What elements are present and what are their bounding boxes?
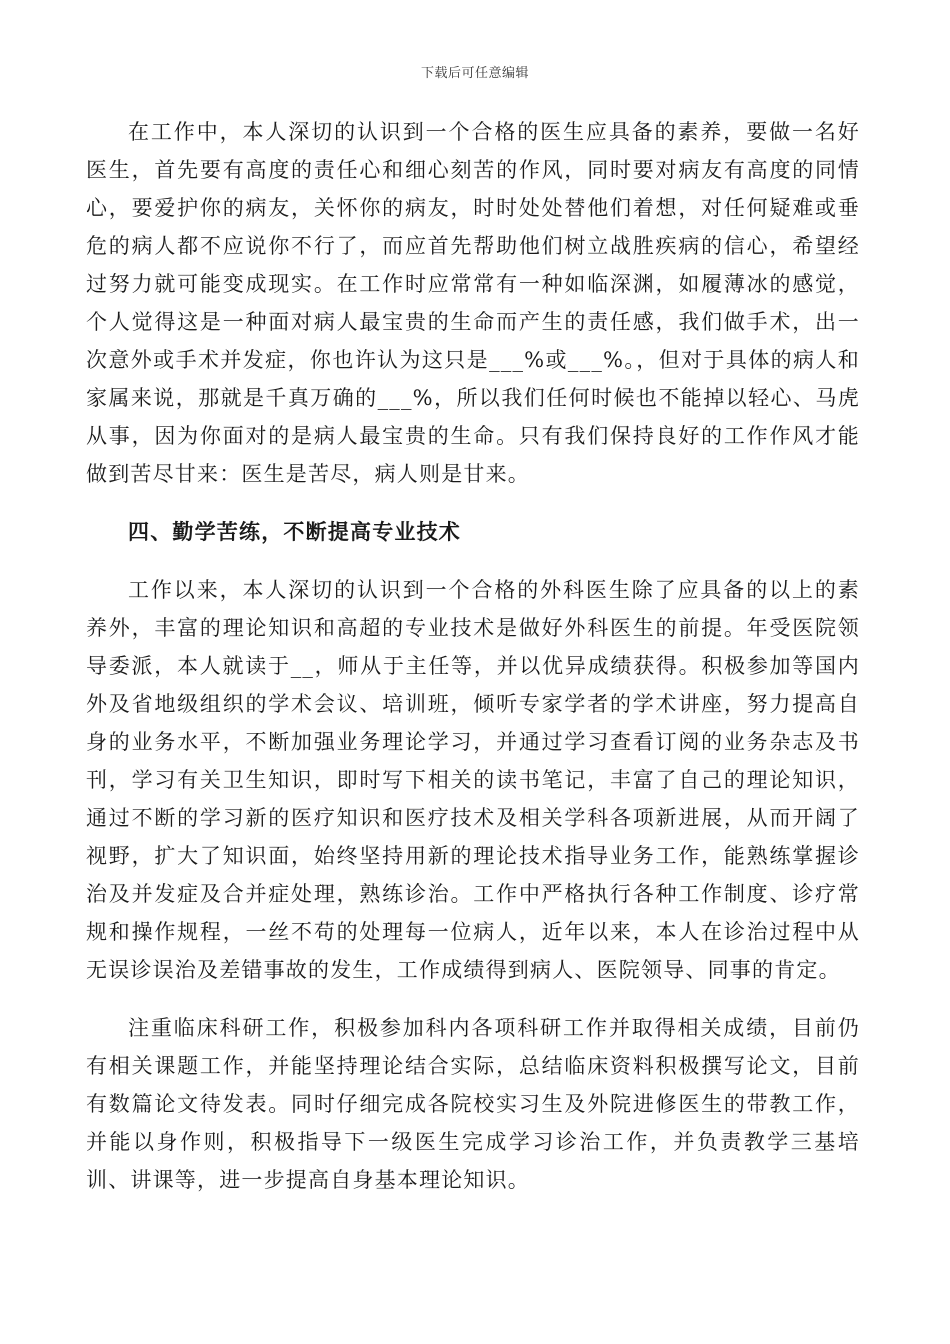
header-note: 下载后可任意编辑 [420,66,529,81]
paragraph-study: 工作以来，本人深切的认识到一个合格的外科医生除了应具备的以上的素养外，丰富的理论知识和高超的专业技术是做好外科医生的前提。年受医院领导委派，本人就读于__，师从于主任等，并以优异成绩获得。积极参加等国内外及省地级组织的学术会议、培训班，倾听专家学者的学术讲座，努力提高自身的业务水平，不断加强业务理论学习，并通过学习查看订阅的业务杂志及书刊，学习有关卫生知识，即时写下相关的读书笔记，丰富了自己的理论知识，通过不断的学习新的医疗知识和医疗技术及相关学科各项新进展，从而开阔了视野，扩大了知识面，始终坚持用新的理论技术指导业务工作，能熟练掌握诊治及并发症及合并症处理，熟练诊治。工作中严格执行各种工作制度、诊疗常规和操作规程，一丝不苟的处理每一位病人，近年以来，本人在诊治过程中从无误诊误治及差错事故的发生，工作成绩得到病人、医院领导、同事的肯定。 [86,578,860,982]
document-body [86,113,860,1199]
paragraph-work-attitude: 在工作中，本人深切的认识到一个合格的医生应具备的素养，要做一名好医生，首先要有高度的责任心和细心刻苦的作风，同时要对病友有高度的同情心，要爱护你的病友，关怀你的病友，时时处处替他们着想，对任何疑难或垂危的病人都不应说你不行了，而应首先帮助他们树立战胜疾病的信心，希望经过努力就可能变成现实。在工作时应常常有一种如临深渊，如履薄冰的感觉，个人觉得这是一种面对病人最宝贵的生命而产生的责任感，我们做手术，出一次意外或手术并发症，你也许认为这只是___%或___%。，但对于具体的病人和家属来说，那就是千真万确的___%，所以我们任何时候也不能掉以轻心、马虎从事，因为你面对的是病人最宝贵的生命。只有我们保持良好的工作作风才能做到苦尽甘来：医生是苦尽，病人则是甘来。 [86,120,860,486]
section-heading: 四、勤学苦练，不断提高专业技术 [128,519,461,544]
paragraph-research: 注重临床科研工作，积极参加科内各项科研工作并取得相关成绩，目前仍有相关课题工作，并能坚持理论结合实际，总结临床资料积极撰写论文，目前有数篇论文待发表。同时仔细完成各院校实习生及外院进修医生的带教工作，并能以身作则，积极指导下一级医生完成学习诊治工作，并负责教学三基培训、讲课等，进一步提高自身基本理论知识。 [86,1016,860,1192]
